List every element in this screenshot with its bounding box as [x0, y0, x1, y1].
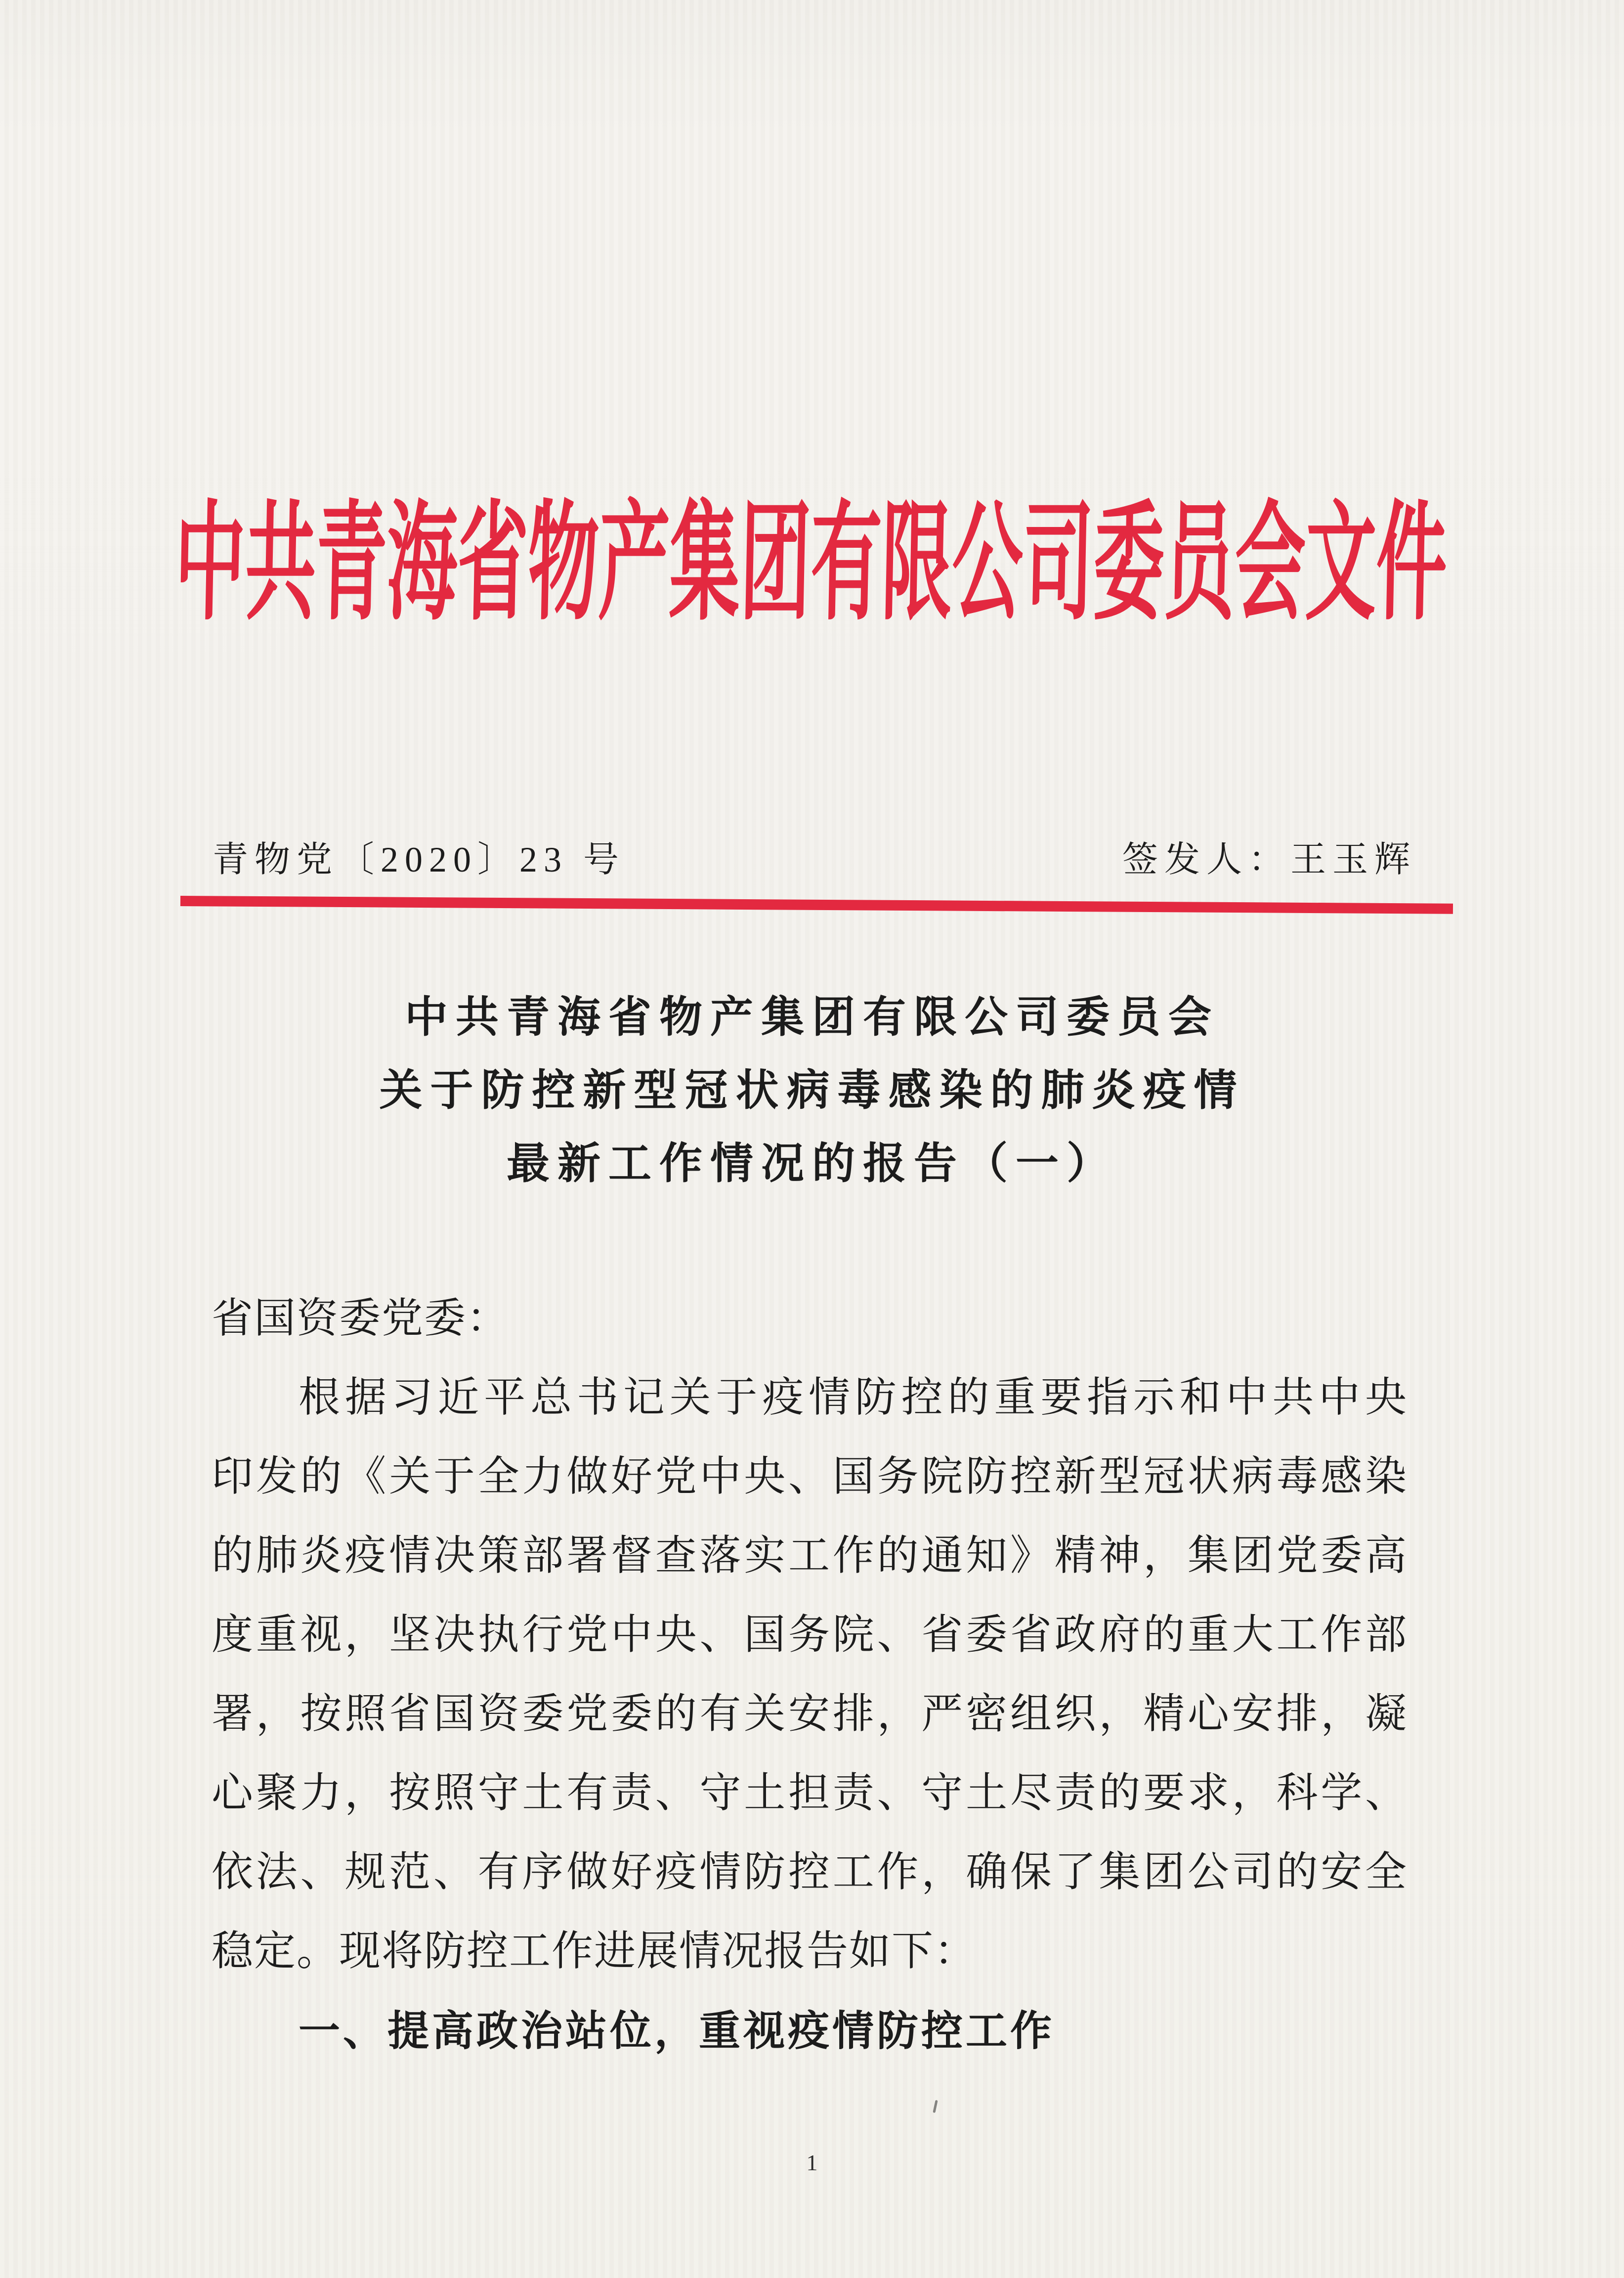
document-body: [212, 1279, 1408, 2070]
page-number: 1: [806, 2150, 818, 2175]
document-title-line-2: 关于防控新型冠状病毒感染的肺炎疫情: [379, 1066, 1245, 1114]
document-title: [0, 981, 1624, 1200]
document-number: 青物党〔2020〕23 号: [213, 840, 626, 879]
issuer-signature: 签发人：王玉辉: [1122, 840, 1416, 879]
body-text-line: 稳定。现将防控工作进展情况报告如下：: [212, 1928, 977, 1974]
salutation: 省国资委党委：: [212, 1296, 510, 1342]
document-meta-row: [213, 839, 1416, 880]
body-text-line: 心聚力，按照守土有责、守土担责、守土尽责的要求，科学、: [212, 1770, 1408, 1816]
red-separator-rule: [180, 896, 1453, 914]
document-title-line-3: 最新工作情况的报告（一）: [507, 1139, 1117, 1187]
body-text-line: 根据习近平总书记关于疫情防控的重要指示和中共中央: [299, 1375, 1408, 1421]
body-text-line: 印发的《关于全力做好党中央、国务院防控新型冠状病毒感染: [212, 1454, 1408, 1500]
section-heading: 一、提高政治站位，重视疫情防控工作: [299, 2008, 1055, 2054]
body-text-line: 度重视，坚决执行党中央、国务院、省委省政府的重大工作部: [212, 1612, 1408, 1658]
letterhead-title: 中共青海省物产集团有限公司委员会文件: [173, 493, 1449, 635]
body-text-line: 依法、规范、有序做好疫情防控工作，确保了集团公司的安全: [212, 1849, 1408, 1895]
document-title-line-1: 中共青海省物产集团有限公司委员会: [405, 993, 1219, 1041]
body-text-line: 署，按照省国资委党委的有关安排，严密组织，精心安排，凝: [212, 1691, 1408, 1737]
scan-artifact-speck: [933, 2100, 938, 2113]
body-text-line: 的肺炎疫情决策部署督查落实工作的通知》精神，集团党委高: [212, 1533, 1408, 1579]
